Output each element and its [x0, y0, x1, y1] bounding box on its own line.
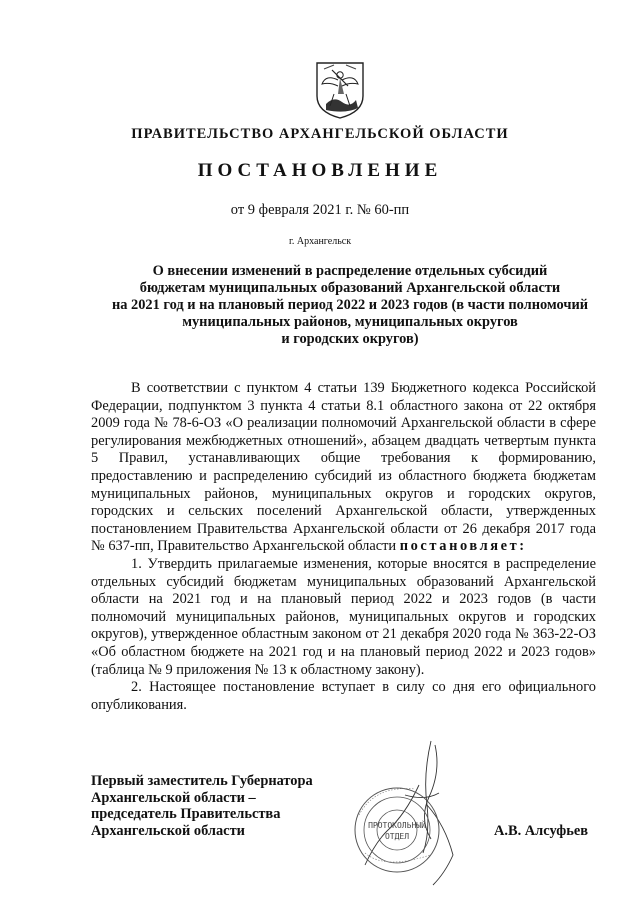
title-line: муниципальных районов, муниципальных округов: [182, 314, 518, 330]
signatory-line: Архангельской области: [91, 822, 245, 839]
title-line: бюджетам муниципальных образований Архангельской области: [139, 280, 561, 296]
signatory-name: А.В. Алсуфьев: [494, 823, 589, 839]
document-type: ПОСТАНОВЛЕНИЕ: [197, 160, 443, 181]
resolves-word: постановляет: [399, 538, 520, 555]
signatory-position: [91, 773, 351, 839]
resolves-colon: :: [519, 538, 527, 555]
title-line: на 2021 год и на плановый период 2022 и 2023 годов (в части полномочий: [111, 297, 589, 313]
svg-text:ПРОТОКОЛЬНЫЙ: ПРОТОКОЛЬНЫЙ: [368, 821, 426, 830]
item-2-paragraph: 2. Настоящее постановление вступает в силу со дня его официального опубликования.: [91, 679, 596, 713]
document-city: г. Архангельск: [288, 236, 352, 247]
arkhangelsk-coat-of-arms-icon: [314, 60, 366, 120]
organization-name: ПРАВИТЕЛЬСТВО АРХАНГЕЛЬСКОЙ ОБЛАСТИ: [131, 126, 509, 142]
title-line: О внесении изменений в распределение отдельных субсидий: [152, 263, 548, 279]
document-body: [91, 380, 596, 714]
svg-text:ОТДЕЛ: ОТДЕЛ: [384, 832, 410, 841]
signatory-line: председатель Правительства: [91, 806, 281, 822]
item-1-paragraph: 1. Утвердить прилагаемые изменения, которые вносятся в распределение отдельных субсидий бюджетам муниципальных образований Архангельской области на 2021 год и на плановый период 2022 и 2023 годов (в части полномочий муниципальных районов, муниципальных округов и городских округов), утвержденное областным законом от 21 декабря 2020 года № 363-22-ОЗ «Об областном бюджете на 2021 год и на плановый период 2022 и 2023 годов» (таблица № 9 приложения № 13 к областному закону).: [91, 555, 596, 678]
signatory-line: Архангельской области –: [91, 789, 256, 806]
document-title: [78, 263, 622, 348]
round-seal-icon: [335, 735, 460, 895]
signatory-line: Первый заместитель Губернатора: [91, 773, 313, 789]
document-date-number: от 9 февраля 2021 г. № 60-пп: [230, 202, 410, 218]
preamble-paragraph: [91, 380, 596, 556]
preamble-text: В соответствии с пунктом 4 статьи 139 Бюджетного кодекса Российской Федерации, подпунктом 3 пункта 4 статьи 8.1 областного закона от 22 октября 2009 года № 78-6-ОЗ «О реализации полномочий Архангельской области в сфере регулирования межбюджетных отношений», абзацем двадцать четвертым пункта 5 Правил, устанавливающих общие требования к формированию, предоставлению и распределению субсидий из областного бюджета бюджетам муниципальных районов, муниципальных округов и городских округов, городских и сельских поселений Архангельской области, утвержденных постановлением Правительства Архангельской области от 26 декабря 2017 года № 637-пп, Правительство Архангельской области: [91, 380, 596, 555]
handwritten-signature-icon: [365, 741, 453, 885]
title-line: и городских округов): [281, 331, 419, 347]
